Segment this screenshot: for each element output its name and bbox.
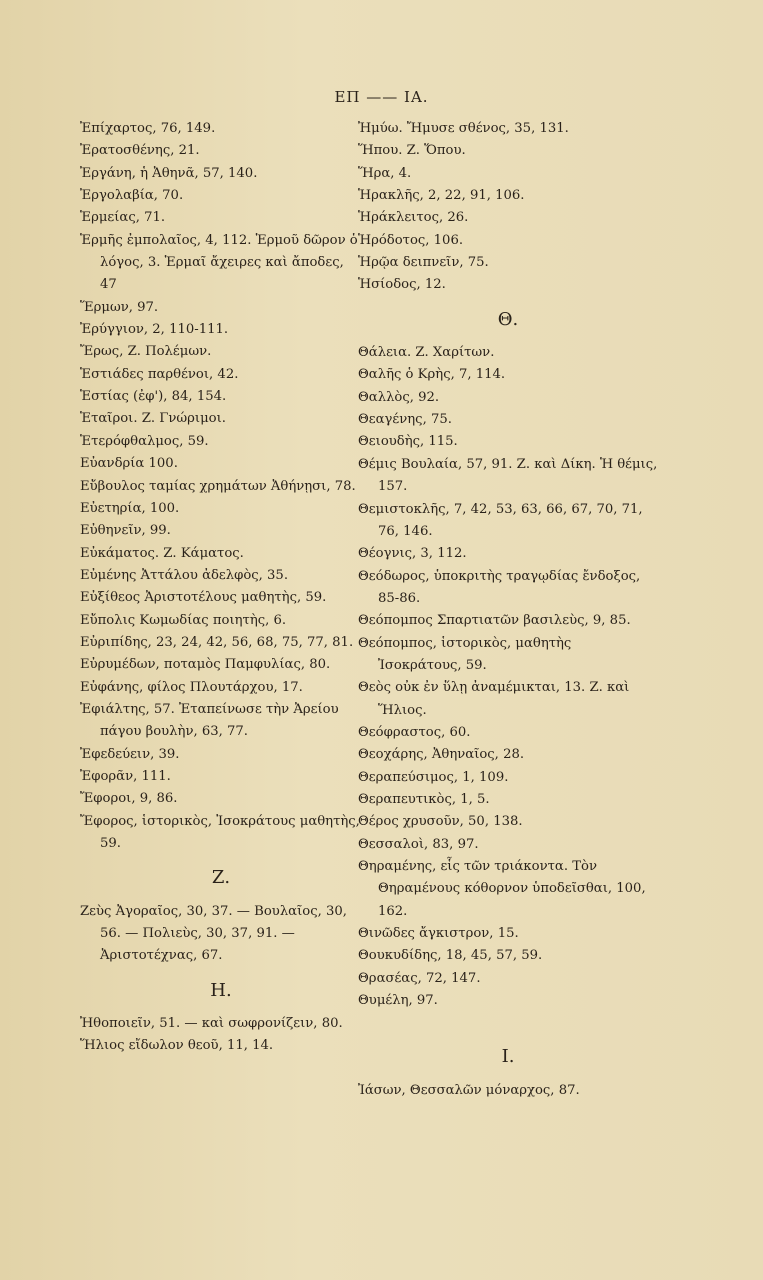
index-entry: Ἔφοροι, 9, 86.: [80, 791, 178, 807]
index-column-left: [80, 118, 362, 1058]
index-entry: Ἐφορᾶν, 111.: [80, 768, 171, 784]
section-letter-heading: Θ.: [497, 308, 519, 330]
index-entry: Θαλῆς ὁ Κρὴς, 7, 114.: [358, 367, 506, 383]
index-entry: Θινῶδες ἄγκιστρον, 15.: [358, 926, 519, 942]
index-entry: Εὐμένης Ἀττάλου ἀδελφὸς, 35.: [80, 567, 289, 583]
index-entry: Εὐξίθεος Ἀριστοτέλους μαθητὴς, 59.: [80, 590, 327, 606]
index-entry: Ἐφιάλτης, 57. Ἐταπείνωσε τὴν Ἀρείου πάγου βουλὴν, 63, 77.: [80, 701, 339, 740]
index-entry: Εὐανδρία 100.: [80, 456, 178, 472]
index-entry: Θάλεια. Ζ. Χαρίτων.: [358, 345, 495, 361]
index-entry: Ἐρατοσθένης, 21.: [80, 143, 200, 159]
index-entry: Ἐργάνη, ἡ Ἀθηνᾶ, 57, 140.: [80, 165, 258, 181]
index-entry: Θυμέλη, 97.: [358, 993, 438, 1009]
index-entry: Ἑτερόφθαλμος, 59.: [80, 433, 209, 449]
index-entry: Ἔρως, Ζ. Πολέμων.: [80, 344, 212, 360]
index-entry: Θουκυδίδης, 18, 45, 57, 59.: [358, 948, 543, 964]
index-entry: Ἐφεδεύειν, 39.: [80, 746, 180, 762]
index-entry: Ἡρῷα δειπνεῖν, 75.: [358, 255, 489, 271]
index-entry: Θρασέας, 72, 147.: [358, 970, 481, 986]
index-entry: Ἥπου. Ζ. Ὅπου.: [358, 143, 466, 159]
index-entry: Θέογνις, 3, 112.: [358, 546, 467, 562]
index-entry: Εὐετηρία, 100.: [80, 500, 180, 516]
section-letter-heading: Η.: [210, 979, 232, 1001]
index-entry: Ἥλιος εἴδωλον θεοῦ, 11, 14.: [80, 1038, 274, 1054]
index-entry: Θεόφραστος, 60.: [358, 724, 471, 740]
index-entry: Θεόπομπος, ἱστορικὸς, μαθητὴς Ἰσοκράτους, 59.: [358, 635, 572, 673]
index-entry: Θεόδωρος, ὑποκριτὴς τραγῳδίας ἔνδοξος, 85-86.: [358, 568, 641, 606]
index-entry: Ἡσίοδος, 12.: [358, 277, 446, 293]
section-letter-heading: Ζ.: [211, 867, 231, 889]
index-entry: Θέρος χρυσοῦν, 50, 138.: [358, 814, 523, 830]
index-entry: Ἡρακλῆς, 2, 22, 91, 106.: [358, 188, 525, 204]
section-spacer: [358, 1012, 658, 1034]
index-entry: Ἐπίχαρτος, 76, 149.: [80, 121, 216, 136]
index-entry: Ἰάσων, Θεσσαλῶν μόναρχος, 87.: [358, 1082, 580, 1098]
index-entry: Ζεὺς Ἀγοραῖος, 30, 37. — Βουλαῖος, 30, 56. — Πολιεὺς, 30, 37, 91. — Ἀριστοτέχνας, 67.: [80, 903, 347, 964]
index-entry: Θεραπεύσιμος, 1, 109.: [358, 769, 509, 785]
index-entry: Ἑταῖροι. Ζ. Γνώριμοι.: [80, 411, 226, 427]
index-entry: Εὔβουλος ταμίας χρημάτων Ἀθήνῃσι, 78.: [80, 478, 356, 494]
index-entry: Εὐθηνεῖν, 99.: [80, 523, 171, 539]
index-entry: Θεὸς οὐκ ἐν ὕλῃ ἀναμέμικται, 13. Ζ. καὶ Ἥλιος.: [358, 680, 630, 718]
index-entry: Εὐριπίδης, 23, 24, 42, 56, 68, 75, 77, 81.: [80, 634, 354, 650]
index-entry: Ἠμύω. Ἤμυσε σθένος, 35, 131.: [358, 121, 569, 136]
section-letter-heading: Ι.: [501, 1046, 515, 1068]
index-entry: Ἡράκλειτος, 26.: [358, 210, 469, 226]
index-entry: Ἑρμῆς ἐμπολαῖος, 4, 112. Ἑρμοῦ δῶρον ὁ λόγος, 3. Ἑρμαῖ ἄχειρες καὶ ἄποδες, 47: [80, 232, 358, 293]
index-entry: Ἐρύγγιον, 2, 110-111.: [80, 322, 229, 338]
index-entry: Εὔπολις Κωμωδίας ποιητὴς, 6.: [80, 612, 287, 628]
index-entry: Ἠθοποιεῖν, 51. — καὶ σωφρονίζειν, 80.: [80, 1016, 343, 1032]
index-entry: Θεσσαλοὶ, 83, 97.: [358, 836, 479, 852]
index-entry: Ἕρμων, 97.: [80, 299, 159, 315]
index-entry: Θεαγένης, 75.: [358, 412, 452, 428]
index-entry: Ἡρόδοτος, 106.: [358, 232, 464, 248]
index-entry: Ἔφορος, ἱστορικὸς, Ἰσοκράτους μαθητὴς, 59.: [80, 813, 360, 851]
index-entry: Θεοχάρης, Ἀθηναῖος, 28.: [358, 747, 525, 763]
index-entry: Ἥρα, 4.: [358, 165, 412, 181]
index-entry: Θηραμένης, εἷς τῶν τριάκοντα. Τὸν Θηραμένους κόθορνον ὑποδεῖσθαι, 100, 162.: [358, 859, 646, 919]
index-entry: Ἐργολαβία, 70.: [80, 188, 184, 204]
index-entry: Ἑστίας (ἐφ'), 84, 154.: [80, 389, 227, 405]
index-entry: Ἑστιάδες παρθένοι, 42.: [80, 366, 239, 382]
index-entry: Θειουδὴς, 115.: [358, 434, 458, 450]
index-entry: Εὐρυμέδων, ποταμὸς Παμφυλίας, 80.: [80, 657, 331, 673]
index-entry: Θεμιστοκλῆς, 7, 42, 53, 63, 66, 67, 70, 71, 76, 146.: [358, 501, 643, 539]
index-entry: Εὐκάματος. Ζ. Κάματος.: [80, 545, 244, 561]
index-entry: Ἑρμείας, 71.: [80, 210, 166, 226]
index-entry: Θεραπευτικὸς, 1, 5.: [358, 791, 490, 807]
index-entry: Εὐφάνης, φίλος Πλουτάρχου, 17.: [80, 679, 303, 695]
index-column-right: [358, 118, 658, 1102]
index-entry: Θέμις Βουλαία, 57, 91. Ζ. καὶ Δίκη. Ἡ θέμις, 157.: [358, 456, 658, 495]
index-entry: Θαλλὸς, 92.: [358, 389, 440, 405]
index-entry: Θεόπομπος Σπαρτιατῶν βασιλεὺς, 9, 85.: [358, 613, 631, 629]
running-header: ΕΠ —— ΙΑ.: [334, 88, 429, 106]
